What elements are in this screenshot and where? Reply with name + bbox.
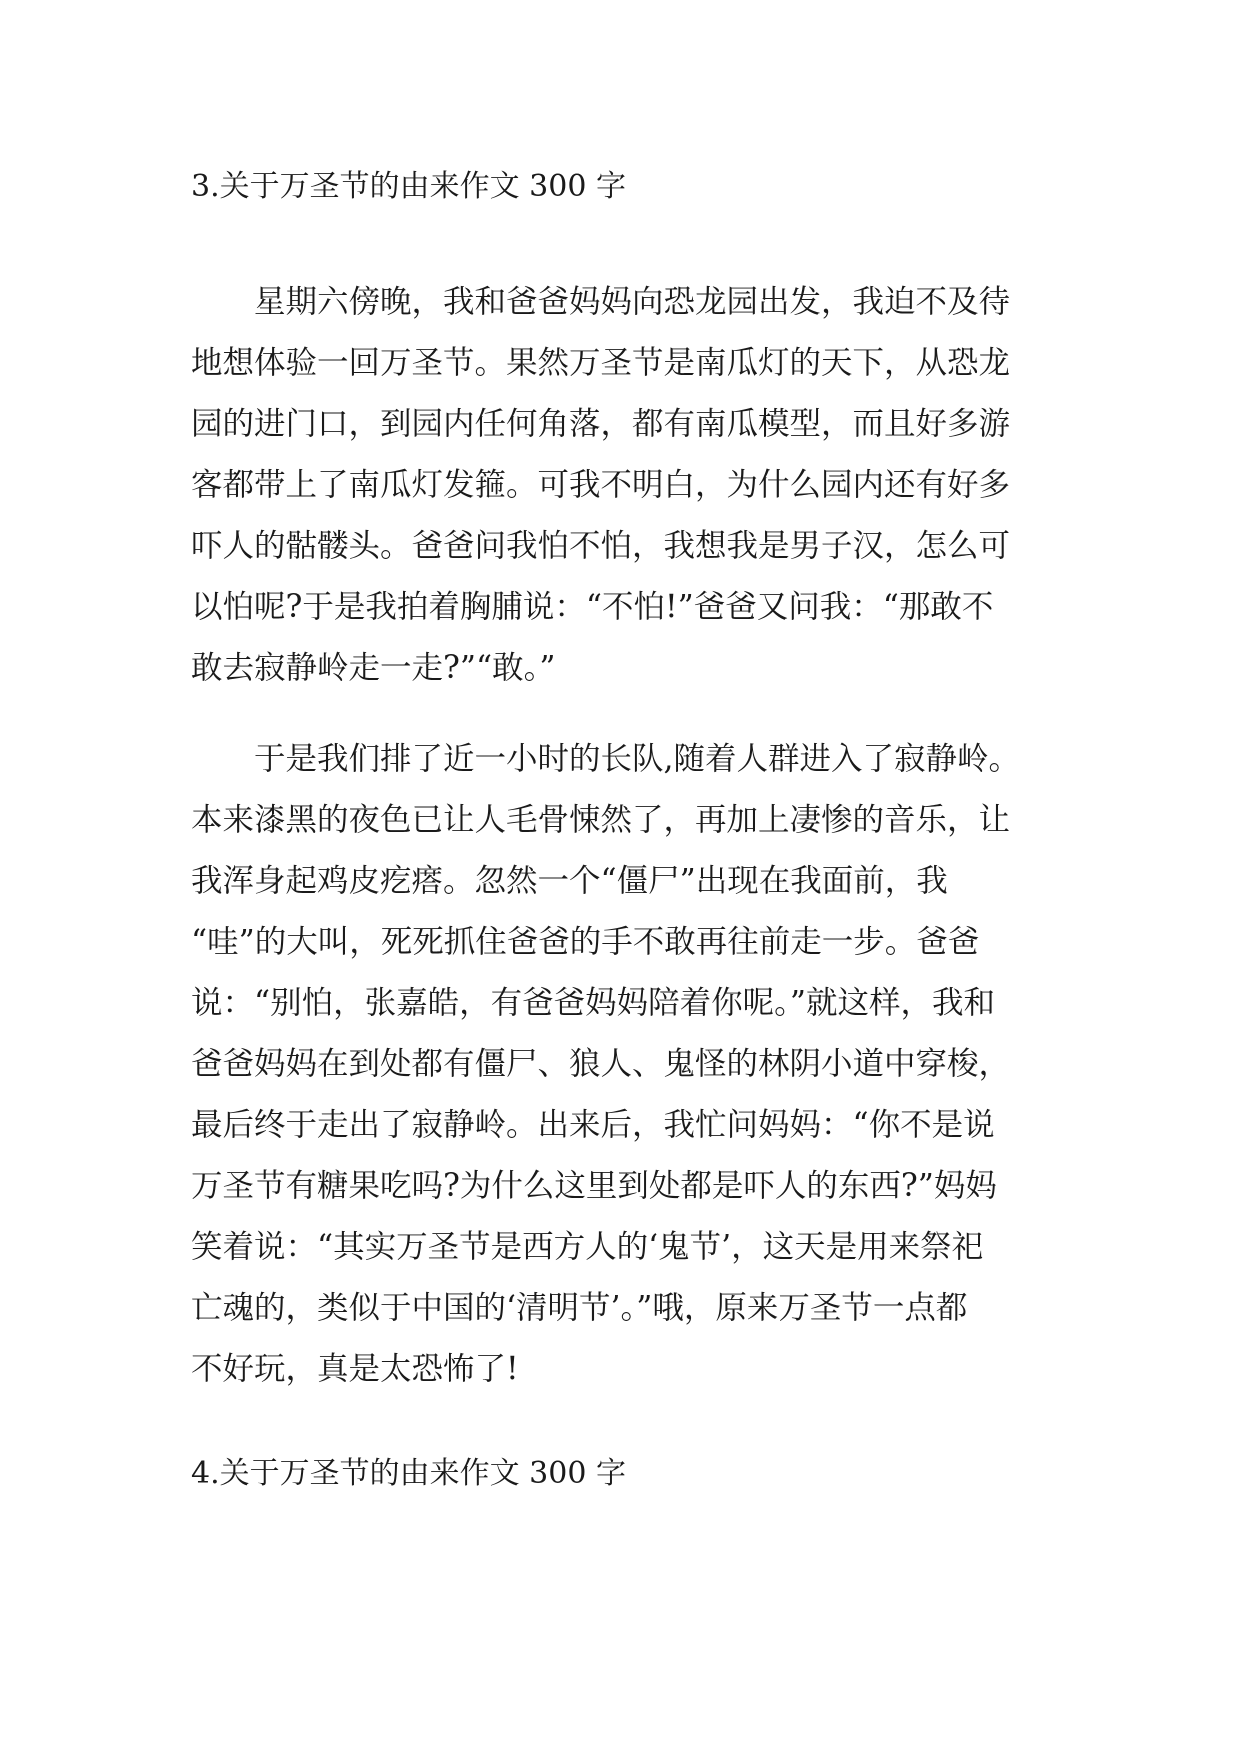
- essay-paragraph-1: [191, 272, 1061, 699]
- paragraph-line: 以怕呢?于是我拍着胸脯说：“不怕!”爸爸又问我：“那敢不: [191, 589, 994, 625]
- section-heading-3: 3.关于万圣节的由来作文 300 字: [191, 169, 626, 204]
- section-heading-4: 4.关于万圣节的由来作文 300 字: [191, 1456, 626, 1491]
- paragraph-line: 本来漆黑的夜色已让人毛骨悚然了，再加上凄惨的音乐，让: [191, 802, 1011, 838]
- paragraph-line: 星期六傍晚，我和爸爸妈妈向恐龙园出发，我迫不及待: [191, 284, 1011, 320]
- paragraph-line: 万圣节有糖果吃吗?为什么这里到处都是吓人的东西?”妈妈: [191, 1168, 997, 1204]
- paragraph-line: 于是我们排了近一小时的长队,随着人群进入了寂静岭。: [191, 741, 1021, 777]
- paragraph-line: 我浑身起鸡皮疙瘩。忽然一个“僵尸”出现在我面前，我: [191, 863, 948, 899]
- paragraph-line: 爸爸妈妈在到处都有僵尸、狼人、鬼怪的林阴小道中穿梭，: [191, 1046, 1011, 1082]
- paragraph-line: 地想体验一回万圣节。果然万圣节是南瓜灯的天下，从恐龙: [191, 345, 1011, 381]
- essay-paragraph-2: [191, 729, 1061, 1400]
- paragraph-line: 不好玩，真是太恐怖了!: [191, 1351, 519, 1387]
- paragraph-line: “哇”的大叫，死死抓住爸爸的手不敢再往前走一步。爸爸: [191, 924, 980, 960]
- paragraph-line: 客都带上了南瓜灯发箍。可我不明白，为什么园内还有好多: [191, 467, 1011, 503]
- paragraph-line: 亡魂的，类似于中国的‘清明节’。”哦，原来万圣节一点都: [191, 1290, 968, 1326]
- paragraph-line: 最后终于走出了寂静岭。出来后，我忙问妈妈：“你不是说: [191, 1107, 995, 1143]
- paragraph-line: 敢去寂静岭走一走?”“敢。”: [191, 650, 556, 686]
- paragraph-line: 说：“别怕，张嘉皓，有爸爸妈妈陪着你呢。”就这样，我和: [191, 985, 995, 1021]
- paragraph-line: 吓人的骷髅头。爸爸问我怕不怕，我想我是男子汉，怎么可: [191, 528, 1011, 564]
- paragraph-line: 笑着说：“其实万圣节是西方人的‘鬼节’，这天是用来祭祀: [191, 1229, 984, 1265]
- paragraph-line: 园的进门口，到园内任何角落，都有南瓜模型，而且好多游: [191, 406, 1011, 442]
